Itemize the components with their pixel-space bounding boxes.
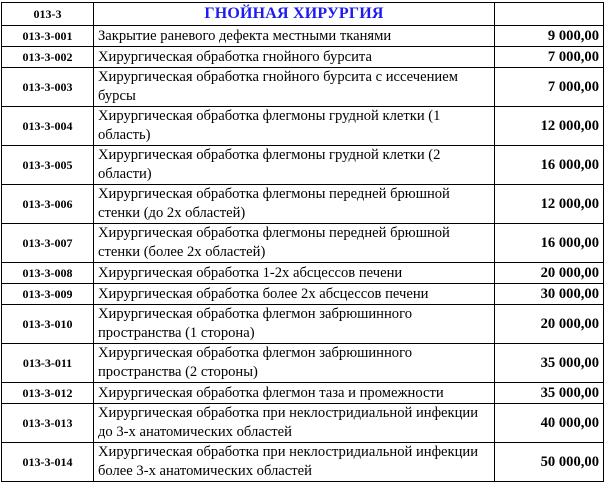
service-price: 35 000,00 <box>495 383 604 404</box>
service-code: 013-3-010 <box>2 305 94 344</box>
service-price: 20 000,00 <box>495 305 604 344</box>
table-row <box>2 107 604 146</box>
service-name: Хирургическая обработка гнойного бурсита с иссечением бурсы <box>94 68 495 107</box>
service-name: Хирургическая обработка гнойного бурсита <box>94 47 495 68</box>
service-price: 12 000,00 <box>495 185 604 224</box>
service-code: 013-3-014 <box>2 443 94 482</box>
service-name: Хирургическая обработка флегмон забрюшинного пространства (1 сторона) <box>94 305 495 344</box>
section-price <box>495 3 604 26</box>
table-row <box>2 224 604 263</box>
service-price: 40 000,00 <box>495 404 604 443</box>
service-name: Хирургическая обработка флегмон таза и промежности <box>94 383 495 404</box>
service-code: 013-3-005 <box>2 146 94 185</box>
service-name: Хирургическая обработка при неклостридиальной инфекции более 3-х анатомических областей <box>94 443 495 482</box>
table-row <box>2 47 604 68</box>
service-name: Хирургическая обработка флегмоны грудной клетки (2 области) <box>94 146 495 185</box>
service-code: 013-3-012 <box>2 383 94 404</box>
table-row <box>2 284 604 305</box>
table-row <box>2 305 604 344</box>
table-row <box>2 383 604 404</box>
section-code: 013-3 <box>2 3 94 26</box>
service-name: Хирургическая обработка при неклостридиальной инфекции до 3-х анатомических областей <box>94 404 495 443</box>
service-price: 50 000,00 <box>495 443 604 482</box>
service-price: 20 000,00 <box>495 263 604 284</box>
service-name: Хирургическая обработка флегмон забрюшинного пространства (2 стороны) <box>94 344 495 383</box>
section-header-row <box>2 3 604 26</box>
service-price: 12 000,00 <box>495 107 604 146</box>
table-row <box>2 68 604 107</box>
service-name: Хирургическая обработка более 2х абсцессов печени <box>94 284 495 305</box>
service-name: Закрытие раневого дефекта местными тканями <box>94 26 495 47</box>
service-price: 7 000,00 <box>495 68 604 107</box>
service-name: Хирургическая обработка флегмоны передней брюшной стенки (более 2х областей) <box>94 224 495 263</box>
service-price: 9 000,00 <box>495 26 604 47</box>
service-code: 013-3-013 <box>2 404 94 443</box>
service-code: 013-3-011 <box>2 344 94 383</box>
price-list-table <box>1 2 604 482</box>
service-price: 30 000,00 <box>495 284 604 305</box>
service-price: 16 000,00 <box>495 146 604 185</box>
service-code: 013-3-002 <box>2 47 94 68</box>
service-code: 013-3-004 <box>2 107 94 146</box>
service-name: Хирургическая обработка флегмоны грудной клетки (1 область) <box>94 107 495 146</box>
table-row <box>2 404 604 443</box>
service-code: 013-3-009 <box>2 284 94 305</box>
table-row <box>2 185 604 224</box>
service-price: 7 000,00 <box>495 47 604 68</box>
service-name: Хирургическая обработка 1-2х абсцессов печени <box>94 263 495 284</box>
service-code: 013-3-006 <box>2 185 94 224</box>
service-name: Хирургическая обработка флегмоны передней брюшной стенки (до 2х областей) <box>94 185 495 224</box>
service-price: 35 000,00 <box>495 344 604 383</box>
service-code: 013-3-001 <box>2 26 94 47</box>
section-title: ГНОЙНАЯ ХИРУРГИЯ <box>94 3 495 26</box>
table-row <box>2 344 604 383</box>
table-row <box>2 443 604 482</box>
table-row <box>2 26 604 47</box>
table-row <box>2 263 604 284</box>
price-list-body <box>2 3 604 482</box>
service-price: 16 000,00 <box>495 224 604 263</box>
service-code: 013-3-008 <box>2 263 94 284</box>
table-row <box>2 146 604 185</box>
service-code: 013-3-003 <box>2 68 94 107</box>
service-code: 013-3-007 <box>2 224 94 263</box>
